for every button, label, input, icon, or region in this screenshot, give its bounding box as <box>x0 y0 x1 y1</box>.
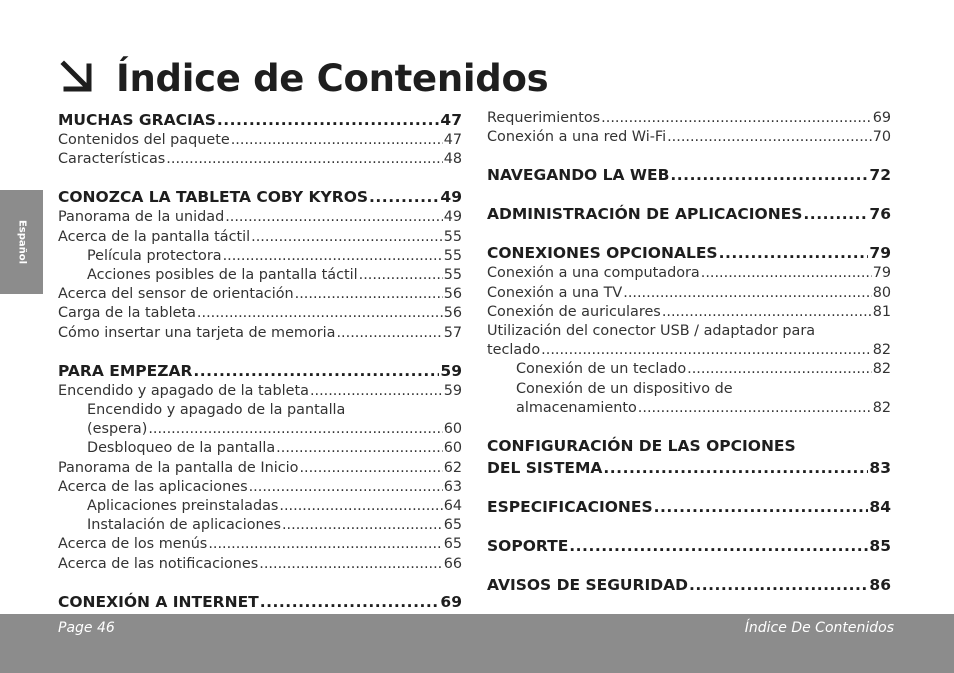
toc-page-number: 56 <box>443 286 462 303</box>
toc-entry-title: Encendido y apagado de la tableta <box>58 382 309 399</box>
toc-page-number: 70 <box>872 129 891 146</box>
dot-leader <box>662 303 872 322</box>
toc-entry[interactable] <box>487 341 891 360</box>
section-gap <box>487 518 891 535</box>
toc-entry[interactable] <box>58 208 462 227</box>
dot-leader <box>251 228 443 247</box>
section-gap <box>487 186 891 203</box>
dot-leader <box>638 399 872 418</box>
dot-leader <box>193 360 439 382</box>
toc-entry-title: CONOZCA LA TABLETA COBY KYROS <box>58 188 369 207</box>
page-number: Page 46 <box>58 620 115 636</box>
toc-page-number: 49 <box>443 209 462 226</box>
dot-leader <box>260 591 440 613</box>
toc-section-entry[interactable] <box>58 109 462 131</box>
toc-page-number: 82 <box>872 399 891 416</box>
dot-leader <box>225 208 442 227</box>
toc-section-entry[interactable] <box>58 360 462 382</box>
toc-entry-title: Carga de la tableta <box>58 305 196 322</box>
section-gap <box>58 169 462 186</box>
toc-entry-line: Utilización del conector USB / adaptador para <box>487 323 816 340</box>
dot-leader <box>654 496 869 518</box>
toc-entry[interactable] <box>58 304 462 323</box>
toc-page-number: 85 <box>869 537 891 556</box>
toc-entry[interactable] <box>487 360 891 379</box>
toc-page-number: 55 <box>443 228 462 245</box>
toc-entry[interactable] <box>58 324 462 343</box>
toc-page-number: 86 <box>869 576 891 595</box>
toc-page-number: 48 <box>443 151 462 168</box>
toc-entry[interactable] <box>58 420 462 439</box>
toc-section-entry[interactable] <box>487 574 891 596</box>
toc-entry-line: Encendido y apagado de la pantalla <box>87 402 346 419</box>
dot-leader <box>689 574 868 596</box>
toc-page-number: 49 <box>440 188 462 207</box>
toc-entry-title: Conexión a una red Wi-Fi <box>487 129 667 146</box>
arrow-down-right-icon <box>58 58 98 98</box>
toc-entry-title: PARA EMPEZAR <box>58 361 193 380</box>
toc-page-number: 59 <box>440 361 462 380</box>
dot-leader <box>667 128 872 147</box>
dot-leader <box>803 203 868 225</box>
toc-right-column <box>487 109 891 596</box>
toc-entry[interactable] <box>58 228 462 247</box>
dot-leader <box>231 131 443 150</box>
footer-section-title: Índice De Contenidos <box>744 620 894 636</box>
toc-entry-line: CONFIGURACIÓN DE LAS OPCIONES <box>487 437 796 456</box>
toc-entry-title: Acerca del sensor de orientación <box>58 286 294 303</box>
toc-entry-title: NAVEGANDO LA WEB <box>487 166 670 185</box>
dot-leader <box>166 150 442 169</box>
toc-entry[interactable] <box>487 109 891 128</box>
toc-page-number: 81 <box>872 303 891 320</box>
toc-entry-title: ADMINISTRACIÓN DE APLICACIONES <box>487 205 803 224</box>
section-gap <box>58 574 462 591</box>
toc-page-number: 84 <box>869 498 891 517</box>
toc-page-number: 79 <box>869 244 891 263</box>
toc-entry-title: Película protectora <box>87 247 222 264</box>
toc-page-number: 69 <box>440 592 462 611</box>
dot-leader <box>336 324 442 343</box>
dot-leader <box>295 285 443 304</box>
toc-page-number: 60 <box>443 421 462 438</box>
dot-leader <box>217 109 440 131</box>
toc-page-number: 47 <box>440 111 462 129</box>
toc-entry-title: Desbloqueo de la pantalla <box>87 440 276 457</box>
toc-section-entry[interactable] <box>487 496 891 518</box>
toc-page-number: 62 <box>443 459 462 476</box>
toc-section-entry[interactable] <box>487 164 891 186</box>
toc-entry-title: Acerca de las aplicaciones <box>58 478 248 495</box>
toc-entry[interactable] <box>487 264 891 283</box>
toc-entry-title: Acerca de las notificaciones <box>58 555 259 572</box>
dot-leader <box>249 478 443 497</box>
toc-entry-title: Panorama de la pantalla de Inicio <box>58 459 299 476</box>
dot-leader <box>208 535 442 554</box>
toc-entry-title: Aplicaciones preinstaladas <box>87 498 279 515</box>
page-header <box>58 48 548 108</box>
toc-entry-title: AVISOS DE SEGURIDAD <box>487 576 688 595</box>
page-title: Índice de Contenidos <box>116 56 549 100</box>
toc-left-column <box>58 109 462 613</box>
dot-leader <box>279 497 442 516</box>
section-gap <box>487 479 891 496</box>
section-gap <box>58 343 462 360</box>
toc-section-entry[interactable] <box>58 591 462 613</box>
toc-entry[interactable] <box>58 150 462 169</box>
toc-entry-line: Conexión de un dispositivo de <box>516 380 733 397</box>
toc-page-number: 55 <box>443 267 462 284</box>
dot-leader <box>701 264 872 283</box>
toc-page-number: 82 <box>872 342 891 359</box>
toc-page-number: 55 <box>443 247 462 264</box>
dot-leader <box>687 360 872 379</box>
toc-page-number: 76 <box>869 205 891 224</box>
toc-entry-title: Instalación de aplicaciones <box>87 517 281 534</box>
toc-page-number: 69 <box>872 110 891 126</box>
toc-entry-title: Acerca de los menús <box>58 536 208 553</box>
toc-entry[interactable] <box>58 478 462 497</box>
toc-page-number: 79 <box>872 265 891 282</box>
dot-leader <box>282 516 443 535</box>
toc-page-number: 65 <box>443 536 462 553</box>
language-tab <box>0 190 43 294</box>
toc-entry[interactable] <box>58 497 462 516</box>
dot-leader <box>603 457 868 479</box>
toc-entry-title: Acerca de la pantalla táctil <box>58 228 251 245</box>
toc-entry-title: Características <box>58 151 166 168</box>
toc-entry-title: ESPECIFICACIONES <box>487 498 653 517</box>
toc-page-number: 66 <box>443 555 462 572</box>
toc-page-number: 56 <box>443 305 462 322</box>
toc-entry[interactable] <box>58 131 462 150</box>
section-gap <box>487 418 891 435</box>
page-footer <box>0 614 954 673</box>
section-gap <box>487 557 891 574</box>
toc-entry[interactable] <box>58 555 462 574</box>
dot-leader <box>359 266 443 285</box>
dot-leader <box>310 382 443 401</box>
language-tab-label: Español <box>16 219 27 265</box>
toc-section-entry[interactable] <box>58 186 462 208</box>
toc-entry[interactable] <box>487 128 891 147</box>
toc-entry[interactable] <box>58 535 462 554</box>
toc-entry-title: Conexión de auriculares <box>487 303 661 320</box>
dot-leader <box>148 420 442 439</box>
dot-leader <box>601 109 872 128</box>
toc-page-number: 64 <box>443 498 462 515</box>
toc-entry-title: DEL SISTEMA <box>487 459 603 478</box>
toc-entry-title: Conexión a una TV <box>487 284 623 301</box>
toc-page-number: 60 <box>443 440 462 457</box>
toc-page-number: 63 <box>443 478 462 495</box>
toc-entry[interactable] <box>487 303 891 322</box>
toc-page-number: 80 <box>872 284 891 301</box>
toc-entry-title: Conexión de un teclado <box>516 361 687 378</box>
toc-entry-title: Conexión a una computadora <box>487 265 700 282</box>
toc-page-number: 82 <box>872 361 891 378</box>
dot-leader <box>569 535 868 557</box>
section-gap <box>487 147 891 164</box>
toc-section-entry[interactable] <box>487 203 891 225</box>
toc-page-number: 59 <box>443 382 462 399</box>
toc-page-number: 47 <box>443 132 462 148</box>
dot-leader <box>259 555 442 574</box>
toc-entry-title: Requerimientos <box>487 110 601 126</box>
toc-page-number: 72 <box>869 166 891 185</box>
toc-entry[interactable] <box>58 516 462 535</box>
toc-entry-title: CONEXIONES OPCIONALES <box>487 244 718 263</box>
toc-entry-title: Acciones posibles de la pantalla táctil <box>87 267 358 284</box>
dot-leader <box>719 242 869 264</box>
toc-page-number: 65 <box>443 517 462 534</box>
toc-entry-title: (espera) <box>87 421 148 438</box>
toc-entry[interactable] <box>58 459 462 478</box>
toc-entry-title: MUCHAS GRACIAS <box>58 111 216 129</box>
toc-entry-title: Panorama de la unidad <box>58 209 225 226</box>
dot-leader <box>223 247 443 266</box>
toc-section-entry[interactable] <box>487 242 891 264</box>
toc-section-entry[interactable] <box>487 457 891 479</box>
toc-entry[interactable] <box>487 399 891 418</box>
toc-entry-title: CONEXIÓN A INTERNET <box>58 592 259 611</box>
toc-entry-title: SOPORTE <box>487 537 569 556</box>
toc-page-number: 83 <box>869 459 891 478</box>
toc-entry-title: almacenamiento <box>516 399 637 416</box>
toc-entry-title: Contenidos del paquete <box>58 132 230 148</box>
toc-entry[interactable] <box>58 247 462 266</box>
toc-entry[interactable] <box>58 266 462 285</box>
toc-entry[interactable] <box>58 382 462 401</box>
dot-leader <box>541 341 872 360</box>
dot-leader <box>197 304 443 323</box>
dot-leader <box>623 284 871 303</box>
dot-leader <box>276 439 443 458</box>
dot-leader <box>670 164 868 186</box>
toc-page-number: 57 <box>443 324 462 341</box>
dot-leader <box>299 459 442 478</box>
toc-section-entry[interactable] <box>487 535 891 557</box>
section-gap <box>487 225 891 242</box>
toc-entry-title: teclado <box>487 342 541 359</box>
toc-entry[interactable] <box>58 285 462 304</box>
toc-entry[interactable] <box>58 439 462 458</box>
dot-leader <box>369 186 439 208</box>
toc-entry[interactable] <box>487 284 891 303</box>
toc-entry-title: Cómo insertar una tarjeta de memoria <box>58 324 336 341</box>
